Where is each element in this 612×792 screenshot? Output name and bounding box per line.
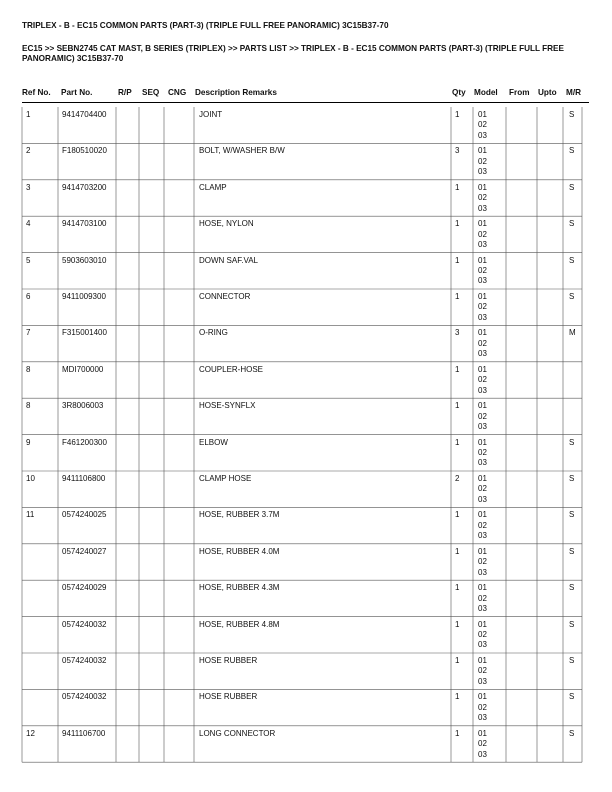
model-code: 03 — [478, 349, 487, 359]
description-cell: JOINT — [199, 110, 223, 119]
qty-cell: 1 — [455, 219, 460, 229]
model-code: 02 — [478, 448, 487, 457]
model-code: 03 — [478, 312, 487, 322]
description-cell: HOSE, RUBBER 4.8M — [199, 619, 280, 629]
model-cell — [478, 146, 487, 177]
model-cell — [478, 110, 487, 141]
qty-cell: 1 — [455, 656, 460, 665]
ref-no-cell: 9 — [26, 437, 31, 447]
model-code: 01 — [478, 110, 487, 119]
ref-no-cell: 6 — [26, 292, 31, 301]
qty-cell: 1 — [455, 182, 460, 192]
mr-cell: S — [569, 692, 575, 702]
col-header-mr: M/R — [566, 88, 582, 97]
model-code: 03 — [478, 531, 487, 541]
model-cell — [478, 729, 487, 760]
mr-cell: S — [569, 546, 575, 556]
col-header-cng: CNG — [168, 88, 187, 97]
col-header-model: Model — [474, 88, 498, 97]
model-code: 01 — [478, 619, 487, 629]
model-code: 03 — [478, 385, 487, 395]
ref-no-cell: 5 — [26, 255, 31, 265]
model-cell — [478, 510, 487, 541]
ref-no-cell: 11 — [26, 510, 35, 520]
model-code: 01 — [478, 546, 487, 556]
model-cell — [478, 183, 487, 214]
col-header-part: Part No. — [61, 88, 93, 97]
model-code: 03 — [478, 604, 487, 613]
ref-no-cell: 8 — [26, 364, 31, 374]
model-code: 02 — [478, 739, 487, 749]
description-cell: HOSE, NYLON — [199, 219, 254, 229]
part-no-cell: 9414704400 — [62, 110, 107, 119]
model-code: 03 — [478, 567, 487, 577]
qty-cell: 1 — [455, 728, 460, 738]
model-code: 02 — [478, 120, 487, 130]
part-no-cell: 0574240025 — [62, 510, 107, 520]
model-code: 02 — [478, 338, 487, 348]
qty-cell: 1 — [455, 292, 460, 301]
part-no-cell: 5903603010 — [62, 255, 107, 265]
model-code: 02 — [478, 557, 487, 567]
mr-cell: S — [569, 656, 575, 665]
model-code: 01 — [478, 364, 487, 374]
model-code: 02 — [478, 484, 487, 494]
model-code: 02 — [478, 411, 487, 421]
model-code: 03 — [478, 494, 487, 504]
model-cell — [478, 583, 487, 614]
description-cell: CONNECTOR — [199, 292, 251, 301]
model-code: 01 — [478, 146, 487, 156]
model-code: 02 — [478, 702, 487, 712]
model-code: 02 — [478, 375, 487, 385]
model-cell — [478, 256, 487, 287]
col-header-rp: R/P — [118, 88, 132, 97]
col-header-seq: SEQ — [142, 88, 160, 97]
qty-cell: 1 — [455, 255, 460, 265]
model-code: 01 — [478, 656, 487, 665]
ref-no-cell: 7 — [26, 328, 31, 338]
ref-no-cell: 4 — [26, 219, 31, 229]
model-cell — [478, 474, 487, 505]
mr-cell: S — [569, 255, 575, 265]
model-cell — [478, 365, 487, 396]
description-cell: CLAMP — [199, 182, 227, 192]
col-header-ref: Ref No. — [22, 88, 51, 97]
ref-no-cell: 1 — [26, 110, 31, 119]
ref-no-cell: 2 — [26, 146, 31, 156]
mr-cell: S — [569, 219, 575, 229]
model-code: 01 — [478, 474, 487, 483]
model-code: 01 — [478, 219, 487, 229]
description-cell: CLAMP HOSE — [199, 474, 252, 483]
qty-cell: 1 — [455, 437, 460, 447]
mr-cell: S — [569, 292, 575, 301]
ref-no-cell: 12 — [26, 728, 35, 738]
mr-cell: S — [569, 474, 575, 483]
model-code: 02 — [478, 593, 487, 603]
ref-no-cell: 8 — [26, 401, 31, 411]
model-code: 02 — [478, 630, 487, 639]
part-no-cell: 0574240032 — [62, 619, 107, 629]
mr-cell: S — [569, 583, 575, 593]
model-code: 01 — [478, 510, 487, 520]
model-cell — [478, 292, 487, 323]
part-no-cell: 0574240027 — [62, 546, 107, 556]
part-no-cell: 9414703100 — [62, 219, 107, 229]
model-code: 01 — [478, 583, 487, 593]
qty-cell: 1 — [455, 401, 460, 411]
model-cell — [478, 656, 487, 687]
model-code: 02 — [478, 193, 487, 203]
description-cell: O-RING — [199, 328, 228, 338]
header-rule — [22, 102, 589, 103]
col-header-qty: Qty — [452, 88, 466, 97]
model-code: 03 — [478, 422, 487, 431]
model-code: 01 — [478, 728, 487, 738]
model-code: 02 — [478, 666, 487, 676]
description-cell: HOSE, RUBBER 4.0M — [199, 546, 280, 556]
part-no-cell: F461200300 — [62, 437, 107, 447]
model-code: 02 — [478, 266, 487, 275]
model-code: 03 — [478, 167, 487, 177]
qty-cell: 1 — [455, 510, 460, 520]
qty-cell: 2 — [455, 474, 460, 483]
ref-no-cell: 3 — [26, 182, 31, 192]
description-cell: HOSE-SYNFLX — [199, 401, 256, 411]
breadcrumb: EC15 >> SEBN2745 CAT MAST, B SERIES (TRIPLEX) >> PARTS LIST >> TRIPLEX - B - EC15 COMMON PARTS (PART-3) (TRIPLE FULL FREE PANORAMIC) 3C15B37-70 — [22, 44, 564, 63]
qty-cell: 1 — [455, 364, 460, 374]
part-no-cell: 0574240032 — [62, 692, 107, 702]
model-code: 02 — [478, 302, 487, 312]
description-cell: BOLT, W/WASHER B/W — [199, 146, 285, 156]
model-cell — [478, 328, 487, 359]
model-code: 02 — [478, 156, 487, 166]
model-code: 03 — [478, 203, 487, 213]
model-code: 01 — [478, 437, 487, 447]
model-code: 01 — [478, 692, 487, 702]
part-no-cell: 0574240032 — [62, 656, 107, 665]
part-no-cell: 0574240029 — [62, 583, 107, 593]
model-code: 01 — [478, 328, 487, 338]
qty-cell: 3 — [455, 146, 460, 156]
mr-cell: S — [569, 619, 575, 629]
description-cell: HOSE RUBBER — [199, 656, 258, 665]
model-code: 03 — [478, 276, 487, 286]
col-header-from: From — [509, 88, 530, 97]
description-cell: HOSE RUBBER — [199, 692, 258, 702]
part-no-cell: 9414703200 — [62, 182, 107, 192]
col-header-upto: Upto — [538, 88, 557, 97]
model-code: 03 — [478, 640, 487, 650]
model-code: 01 — [478, 292, 487, 301]
page-title: TRIPLEX - B - EC15 COMMON PARTS (PART-3) (TRIPLE FULL FREE PANORAMIC) 3C15B37-70 — [22, 21, 389, 30]
qty-cell: 1 — [455, 692, 460, 702]
model-code: 02 — [478, 520, 487, 530]
description-cell: HOSE, RUBBER 4.3M — [199, 583, 280, 593]
col-header-desc: Description Remarks — [195, 88, 277, 97]
part-no-cell: MDI700000 — [62, 364, 104, 374]
ref-no-cell: 10 — [26, 474, 35, 483]
mr-cell: S — [569, 110, 575, 119]
part-no-cell: 9411106700 — [62, 728, 106, 738]
model-code: 02 — [478, 229, 487, 239]
qty-cell: 3 — [455, 328, 460, 338]
mr-cell: S — [569, 146, 575, 156]
model-cell — [478, 438, 487, 469]
qty-cell: 1 — [455, 110, 460, 119]
qty-cell: 1 — [455, 546, 460, 556]
model-cell — [478, 219, 487, 250]
description-cell: LONG CONNECTOR — [199, 728, 276, 738]
description-cell: HOSE, RUBBER 3.7M — [199, 510, 280, 520]
mr-cell: S — [569, 510, 575, 520]
model-cell — [478, 620, 487, 651]
model-code: 01 — [478, 401, 487, 411]
qty-cell: 1 — [455, 619, 460, 629]
description-cell: COUPLER-HOSE — [199, 364, 264, 374]
part-no-cell: F180510020 — [62, 146, 107, 156]
model-code: 03 — [478, 713, 487, 723]
model-cell — [478, 547, 487, 578]
model-code: 03 — [478, 130, 487, 140]
qty-cell: 1 — [455, 583, 460, 593]
part-no-cell: F315001400 — [62, 328, 107, 338]
model-code: 03 — [478, 240, 487, 249]
model-cell — [478, 692, 487, 723]
part-no-cell: 3R8006003 — [62, 401, 104, 411]
mr-cell: S — [569, 437, 575, 447]
model-code: 03 — [478, 676, 487, 686]
mr-cell: M — [569, 328, 576, 338]
description-cell: DOWN SAF.VAL — [199, 255, 258, 265]
part-no-cell: 9411009300 — [62, 292, 106, 301]
mr-cell: S — [569, 728, 575, 738]
model-code: 03 — [478, 458, 487, 468]
model-code: 01 — [478, 255, 487, 265]
description-cell: ELBOW — [199, 437, 228, 447]
part-no-cell: 9411106800 — [62, 474, 106, 483]
model-code: 01 — [478, 182, 487, 192]
mr-cell: S — [569, 182, 575, 192]
model-cell — [478, 401, 487, 432]
model-code: 03 — [478, 749, 487, 759]
